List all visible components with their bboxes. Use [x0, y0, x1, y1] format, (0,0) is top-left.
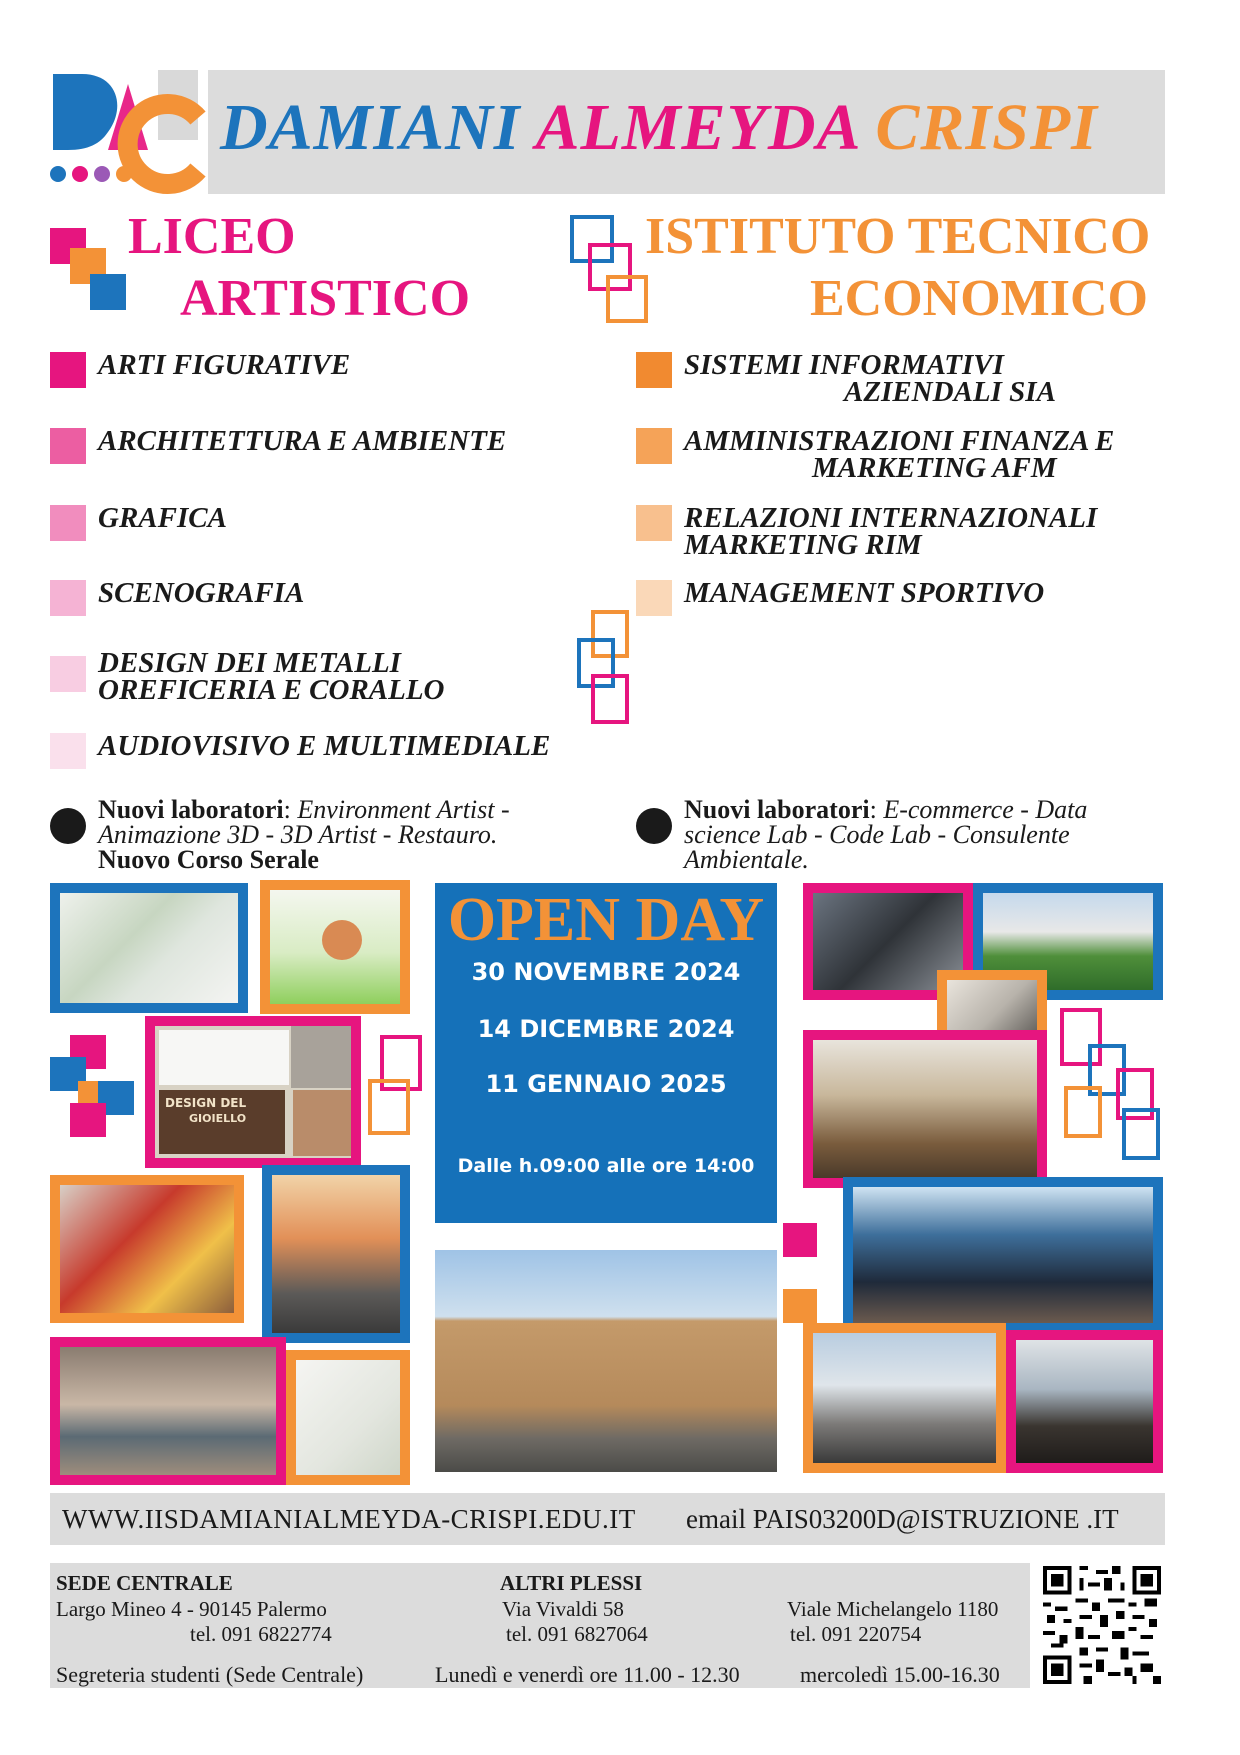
liceo-labs-text-1: Environment Artist -: [297, 795, 510, 824]
plesso2-address: Viale Michelangelo 1180: [787, 1597, 999, 1621]
photo-eyes-mural: [60, 1347, 276, 1475]
school-building-photo: [435, 1250, 777, 1472]
student-photo: [293, 1090, 351, 1156]
course-bullet: [636, 505, 672, 541]
school-name-almeyda: ALMEYDA: [535, 91, 858, 164]
labs-bullet-icon: [50, 808, 86, 844]
itec-frames-icon: [570, 215, 650, 327]
school-name-crispi: CRISPI: [875, 91, 1098, 164]
photo-frame-design-gioiello: [145, 1016, 361, 1168]
liceo-course: SCENOGRAFIA: [98, 577, 305, 609]
itec-labs-label: Nuovi laboratori: [684, 795, 870, 824]
liceo-course: ARCHITETTURA E AMBIENTE: [98, 425, 507, 457]
course-bullet: [50, 352, 86, 388]
orari-lun-ven: Lunedì e venerdì ore 11.00 - 12.30: [435, 1662, 740, 1687]
design-gioiello-text-2: GIOIELLO: [189, 1112, 247, 1125]
itec-course: RELAZIONI INTERNAZIONALI: [684, 502, 1098, 534]
sede-address: Largo Mineo 4 - 90145 Palermo: [56, 1597, 327, 1621]
photo-museum-lab: [813, 1040, 1037, 1178]
itec-course: MANAGEMENT SPORTIVO: [684, 577, 1045, 609]
decorative-squares-icon: [50, 1035, 140, 1145]
plesso1-address: Via Vivaldi 58: [502, 1597, 624, 1621]
open-day-date: 14 DICEMBRE 2024: [477, 1015, 735, 1043]
liceo-labs: Nuovi laboratori: Environment Artist - Animazione 3D - 3D Artist - Restauro. Nuovo Corso Serale: [98, 795, 510, 874]
cartoon-character-icon: [322, 920, 362, 960]
photo-frame-eyes-mural: [50, 1337, 286, 1485]
photo-dome-painting: [272, 1175, 400, 1333]
liceo-course: ARTI FIGURATIVE: [98, 349, 351, 381]
open-day-date: 30 NOVEMBRE 2024: [471, 958, 741, 986]
sede-tel: tel. 091 6822774: [190, 1622, 332, 1646]
itec-labs: Nuovi laboratori: E-commerce - Data science Lab - Code Lab - Consulente Ambientale.: [684, 795, 1088, 874]
liceo-squares-icon: [50, 228, 130, 314]
course-bullet: [50, 733, 86, 769]
photo-frame-landscape-drawing: [50, 883, 248, 1013]
liceo-labs-text-2: Animazione 3D - 3D Artist - Restauro.: [98, 820, 498, 849]
decorative-frames-icon: [368, 1035, 428, 1145]
itec-course: AMMINISTRAZIONI FINANZA E: [684, 425, 1115, 457]
photo-frame-louvre-trip: [803, 1323, 1006, 1473]
course-bullet: [636, 352, 672, 388]
segreteria-label: Segreteria studenti (Sede Centrale): [56, 1662, 364, 1687]
photo-frame-museum-lab: [803, 1030, 1047, 1188]
course-bullet: [50, 656, 86, 692]
photo-frame-plan-drawing: [286, 1350, 410, 1485]
itec-labs-text-1: E-commerce - Data: [883, 795, 1088, 824]
photo-frame-cartoon: [260, 880, 410, 1014]
logo: [48, 66, 208, 200]
itec-title-line2: ECONOMICO: [810, 270, 1148, 327]
orari-mercoledi: mercoledì 15.00-16.30: [800, 1662, 1000, 1687]
photo-frame-group-students: [843, 1177, 1163, 1333]
qr-code-icon[interactable]: [1043, 1566, 1161, 1684]
liceo-serale: Nuovo Corso Serale: [98, 845, 319, 874]
plesso2-tel: tel. 091 220754: [790, 1622, 922, 1646]
liceo-course-line2: OREFICERIA E CORALLO: [98, 674, 445, 706]
open-day-hours: Dalle h.09:00 alle ore 14:00: [457, 1155, 755, 1177]
itec-course-line2: MARKETING AFM: [812, 452, 1057, 484]
itec-course-line2: AZIENDALI SIA: [844, 376, 1056, 408]
liceo-course: DESIGN DEI METALLI: [98, 647, 401, 679]
photo-plan-drawing: [296, 1360, 400, 1475]
photo-frame-dome-painting: [262, 1165, 410, 1343]
photo-frame-puppet-theatre: [50, 1175, 244, 1323]
photo-louvre-trip: [813, 1333, 996, 1463]
decorative-squares-icon: [783, 1223, 821, 1333]
course-bullet: [636, 428, 672, 464]
course-bullet: [50, 580, 86, 616]
photo-design-gioiello: [155, 1026, 351, 1158]
altri-plessi-label: ALTRI PLESSI: [500, 1571, 643, 1595]
course-bullet: [636, 580, 672, 616]
liceo-title-line2: ARTISTICO: [180, 270, 471, 327]
photo-landscape-drawing: [60, 893, 238, 1003]
labs-bullet-icon: [636, 808, 672, 844]
liceo-title-line1: LICEO: [128, 208, 296, 265]
email-link[interactable]: email PAIS03200D@ISTRUZIONE .IT: [686, 1504, 1119, 1534]
course-bullet: [50, 428, 86, 464]
itec-title-line1: ISTITUTO TECNICO: [645, 208, 1151, 265]
design-gioiello-text-1: DESIGN DEL: [165, 1096, 247, 1110]
logo-graphic: [48, 66, 208, 200]
photo-frame-auditorium: [1006, 1330, 1163, 1473]
liceo-course: AUDIOVISIVO E MULTIMEDIALE: [98, 730, 551, 762]
photo-auditorium: [1016, 1340, 1153, 1463]
website-link[interactable]: WWW.IISDAMIANIALMEYDA-CRISPI.EDU.IT: [62, 1504, 636, 1534]
sede-label: SEDE CENTRALE: [56, 1571, 233, 1595]
school-name: [220, 90, 1098, 166]
decorative-frames-icon: [577, 610, 649, 728]
school-name-damiani: DAMIANI: [220, 91, 521, 164]
liceo-labs-label: Nuovi laboratori: [98, 795, 284, 824]
open-day-date: 11 GENNAIO 2025: [485, 1070, 727, 1098]
screen-capture: [159, 1030, 289, 1085]
photo-puppet-theatre: [60, 1185, 234, 1313]
laptop-photo: [291, 1026, 351, 1088]
plesso1-tel: tel. 091 6827064: [506, 1622, 648, 1646]
decorative-frames-icon: [1060, 1008, 1164, 1158]
itec-labs-text-3: Ambientale.: [684, 845, 809, 874]
liceo-course: GRAFICA: [98, 502, 227, 534]
open-day-title: OPEN DAY: [447, 886, 765, 954]
itec-course: SISTEMI INFORMATIVI: [684, 349, 1004, 381]
course-bullet: [50, 505, 86, 541]
itec-labs-text-2: science Lab - Code Lab - Consulente: [684, 820, 1070, 849]
photo-group-students: [853, 1187, 1153, 1323]
itec-course-line2: MARKETING RIM: [684, 529, 922, 561]
